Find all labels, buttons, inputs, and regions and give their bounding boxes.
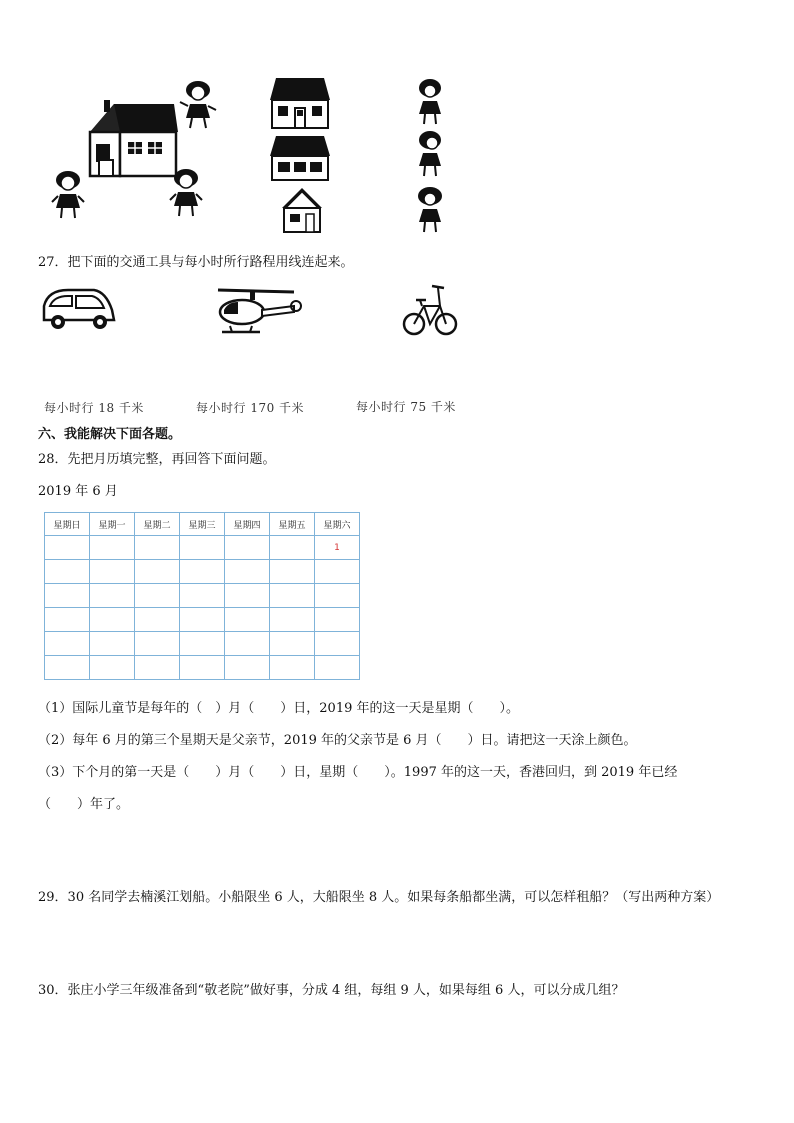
house-front-view-icon	[270, 78, 330, 130]
calendar-day-cell[interactable]	[90, 608, 135, 632]
calendar-header-cell: 星期二	[135, 513, 180, 536]
calendar-day-cell[interactable]	[315, 560, 360, 584]
calendar-header-cell: 星期三	[180, 513, 225, 536]
calendar-header-cell: 星期六	[315, 513, 360, 536]
girl-front-view-icon	[412, 186, 448, 234]
calendar-day-cell[interactable]	[315, 584, 360, 608]
calendar-day-cell[interactable]	[315, 632, 360, 656]
speed-option-170: 每小时行 170 千米	[196, 401, 305, 415]
calendar-day-cell[interactable]	[270, 584, 315, 608]
question-28-part-3: （3）下个月的第一天是（ ）月（ ）日，星期（ ）。1997 年的这一天，香港回归，到 2019 年已经	[38, 765, 678, 780]
calendar-day-cell[interactable]	[270, 656, 315, 680]
calendar-day-cell[interactable]	[180, 536, 225, 560]
calendar-week-row	[45, 584, 360, 608]
house-side-view-icon	[270, 136, 330, 182]
question-28-part-3-continued: （ ）年了。	[38, 797, 130, 812]
calendar-day-cell[interactable]	[45, 584, 90, 608]
calendar-header-cell: 星期一	[90, 513, 135, 536]
calendar-day-cell[interactable]	[225, 608, 270, 632]
calendar-week-row	[45, 608, 360, 632]
house-gable-view-icon	[282, 188, 322, 234]
calendar-day-cell[interactable]	[225, 656, 270, 680]
calendar-day-cell[interactable]	[45, 608, 90, 632]
question-28: 28．先把月历填完整，再回答下面问题。	[38, 452, 276, 467]
calendar-day-cell[interactable]	[270, 560, 315, 584]
calendar-day-cell[interactable]	[180, 632, 225, 656]
calendar-day-cell[interactable]	[225, 584, 270, 608]
question-30: 30．张庄小学三年级准备到“敬老院”做好事，分成 4 组，每组 9 人，如果每组 6 人，可以分成几组？	[38, 983, 625, 998]
calendar-day-cell[interactable]	[45, 656, 90, 680]
calendar-day-cell[interactable]	[90, 536, 135, 560]
question-28-part-2: （2）每年 6 月的第三个星期天是父亲节，2019 年的父亲节是 6 月（ ）日。请把这一天涂上颜色。	[38, 733, 637, 748]
girl-icon	[178, 80, 218, 130]
question-29: 29．30 名同学去楠溪江划船。小船限坐 6 人，大船限坐 8 人。如果每条船都坐满，可以怎样租船？（写出两种方案）	[38, 890, 720, 905]
calendar-month-label: 2019 年 6 月	[38, 484, 118, 499]
calendar-day-cell[interactable]	[135, 632, 180, 656]
calendar-day-cell[interactable]	[180, 560, 225, 584]
calendar-header-cell: 星期五	[270, 513, 315, 536]
calendar-day-cell[interactable]	[270, 536, 315, 560]
calendar-day-cell[interactable]	[90, 656, 135, 680]
calendar-day-cell[interactable]	[225, 632, 270, 656]
calendar-week-row	[45, 656, 360, 680]
calendar-day-cell[interactable]	[180, 656, 225, 680]
calendar-day-cell[interactable]	[135, 584, 180, 608]
calendar-day-cell[interactable]	[315, 656, 360, 680]
calendar-day-cell[interactable]	[270, 632, 315, 656]
helicopter-icon	[212, 282, 302, 340]
section-six-title: 六、我能解决下面各题。	[38, 427, 182, 442]
calendar-week-row	[45, 536, 360, 560]
speed-option-18: 每小时行 18 千米	[44, 401, 144, 415]
girl-icon	[48, 170, 88, 220]
calendar-header-row	[45, 513, 360, 536]
calendar-day-cell[interactable]	[315, 608, 360, 632]
calendar-header-cell: 星期四	[225, 513, 270, 536]
bicycle-icon	[402, 280, 458, 340]
calendar-day-cell[interactable]	[270, 608, 315, 632]
calendar-day-cell[interactable]	[135, 560, 180, 584]
car-icon	[38, 284, 118, 334]
calendar-day-cell[interactable]	[90, 560, 135, 584]
calendar-header-cell: 星期日	[45, 513, 90, 536]
calendar-day-cell[interactable]	[225, 560, 270, 584]
girl-side-view-icon	[412, 130, 448, 178]
calendar-day-cell[interactable]	[180, 584, 225, 608]
calendar-day-cell[interactable]	[45, 536, 90, 560]
calendar-day-cell[interactable]	[135, 608, 180, 632]
calendar-day-cell[interactable]	[180, 608, 225, 632]
calendar-day-cell[interactable]	[135, 656, 180, 680]
calendar-week-row	[45, 632, 360, 656]
calendar-day-cell[interactable]	[90, 632, 135, 656]
speed-option-75: 每小时行 75 千米	[356, 400, 456, 414]
calendar-day-cell-first[interactable]: 1	[315, 536, 360, 560]
calendar-day-cell[interactable]	[45, 560, 90, 584]
girl-icon	[166, 168, 206, 218]
calendar-day-cell[interactable]	[45, 632, 90, 656]
girl-back-view-icon	[412, 78, 448, 126]
question-28-part-1: （1）国际儿童节是每年的（ ）月（ ）日，2019 年的这一天是星期（ ）。	[38, 701, 519, 716]
calendar-day-cell[interactable]	[135, 536, 180, 560]
question-27: 27．把下面的交通工具与每小时所行路程用线连起来。	[38, 255, 354, 270]
calendar-day-cell[interactable]	[90, 584, 135, 608]
calendar-week-row	[45, 560, 360, 584]
calendar-day-cell[interactable]	[225, 536, 270, 560]
calendar-table	[44, 512, 360, 680]
